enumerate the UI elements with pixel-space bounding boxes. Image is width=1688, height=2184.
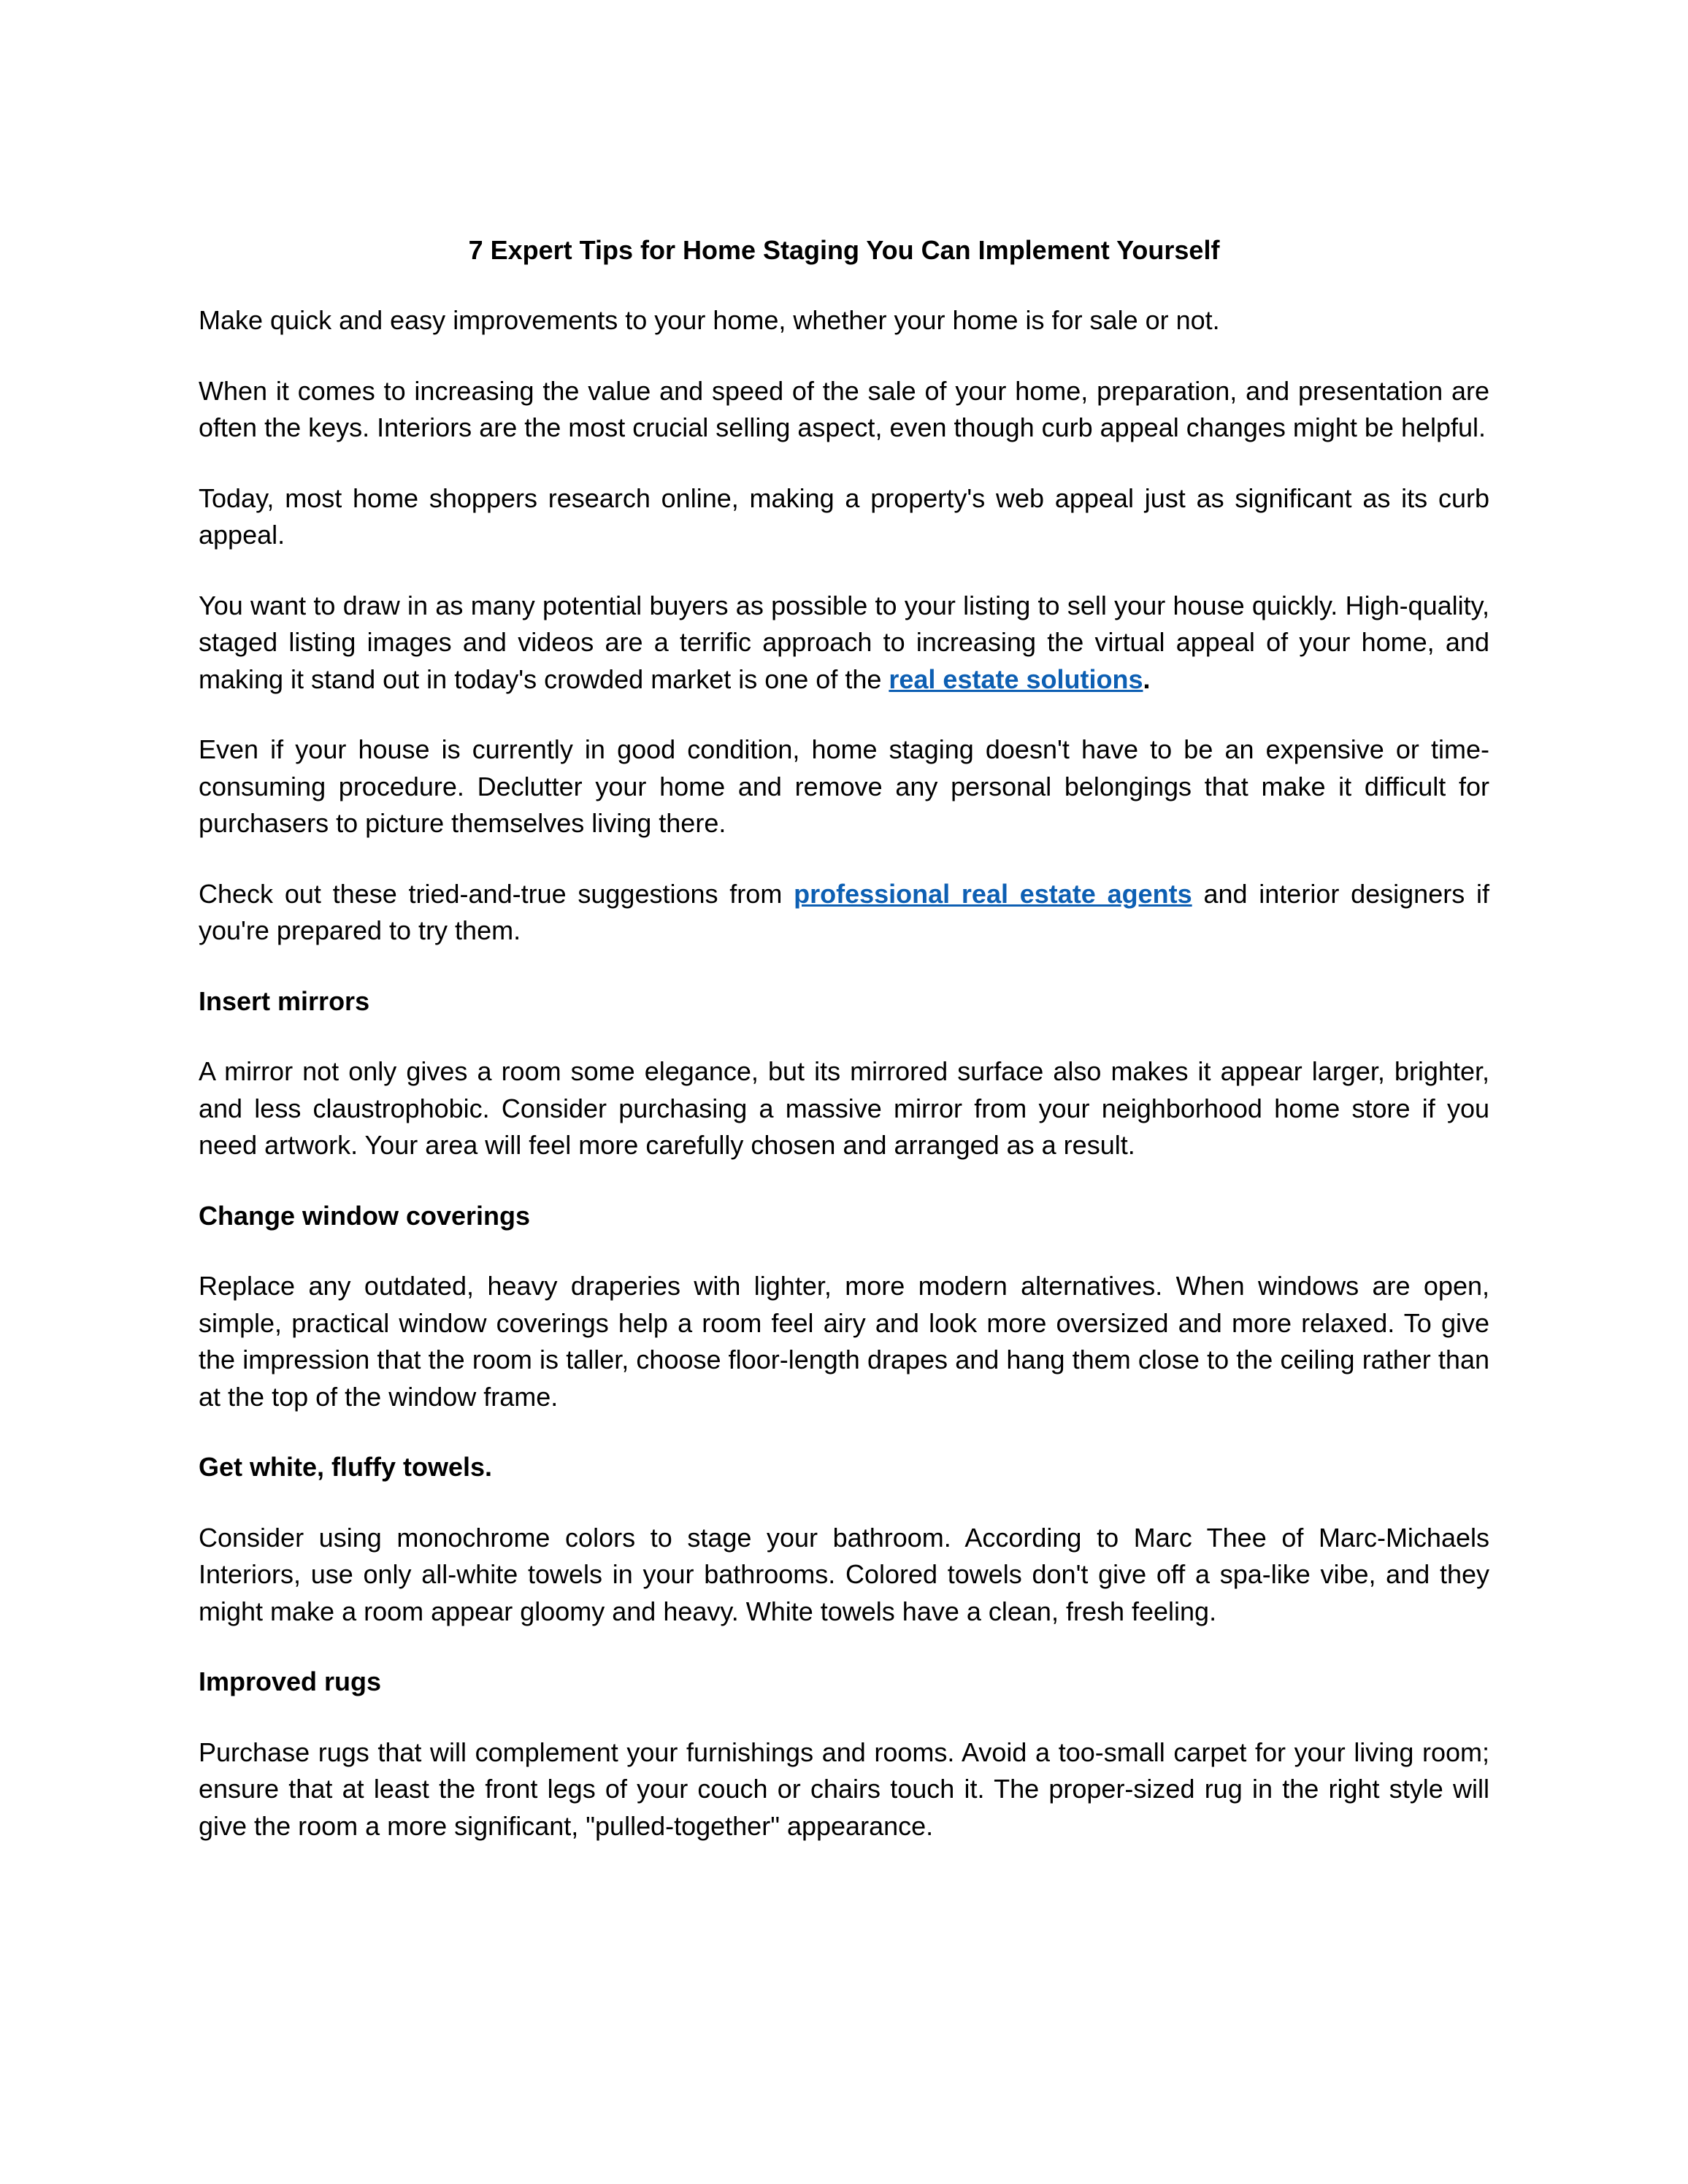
paragraph-suggestions <box>199 876 1489 950</box>
section-heading-towels: Get white, fluffy towels. <box>199 1452 493 1482</box>
real-estate-solutions-link[interactable]: real estate solutions <box>889 664 1143 694</box>
paragraph-staging-cost: Even if your house is currently in good condition, home staging doesn't have to be an expensive or time-consuming procedure. Declutter your home and remove any personal belongings that make it difficult for purchasers to picture themselves living there. <box>199 734 1489 838</box>
section-heading-rugs: Improved rugs <box>199 1666 382 1696</box>
document-page <box>199 232 1489 1878</box>
section-heading-mirrors: Insert mirrors <box>199 985 370 1016</box>
paragraph-suggestions-end: and interior designers if you're prepared to try them. <box>199 878 1489 945</box>
intro-paragraph: Make quick and easy improvements to your home, whether your home is for sale or not. <box>199 305 1220 335</box>
professional-agents-link[interactable]: professional real estate agents <box>794 878 1192 909</box>
section-body-towels: Consider using monochrome colors to stage your bathroom. According to Marc Thee of Marc-Michaels Interiors, use only all-white towels in your bathrooms. Colored towels don't give off a spa-like vibe, and they might make a room appear gloomy and heavy. White towels have a clean, fresh feeling. <box>199 1522 1489 1626</box>
paragraph-buyers-end: . <box>1143 664 1151 694</box>
section-heading-window-coverings: Change window coverings <box>199 1200 531 1231</box>
paragraph-buyers <box>199 588 1489 699</box>
section-body-mirrors: A mirror not only gives a room some elegance, but its mirrored surface also makes it appear larger, brighter, and less claustrophobic. Consider purchasing a massive mirror from your neighborhood home store if you need artwork. Your area will feel more carefully chosen and arranged as a result. <box>199 1056 1489 1160</box>
section-body-rugs: Purchase rugs that will complement your furnishings and rooms. Avoid a too-small carpet for your living room; ensure that at least the front legs of your couch or chairs touch it. The proper-sized rug in the right style will give the room a more significant, "pulled-together" appearance. <box>199 1737 1489 1841</box>
paragraph-suggestions-text: Check out these tried-and-true suggestions from <box>199 878 794 909</box>
document-title: 7 Expert Tips for Home Staging You Can Implement Yourself <box>468 235 1220 265</box>
section-body-window-coverings: Replace any outdated, heavy draperies with lighter, more modern alternatives. When windows are open, simple, practical window coverings help a room feel airy and look more oversized and more relaxed. To give the impression that the room is taller, choose floor-length drapes and hang them close to the ceiling rather than at the top of the window frame. <box>199 1271 1489 1412</box>
paragraph-buyers-text: You want to draw in as many potential buyers as possible to your listing to sell your house quickly. High-quality, staged listing images and videos are a terrific approach to increasing the virtual appeal of your home, and making it stand out in today's crowded market is one of the <box>199 590 1489 694</box>
paragraph-web-appeal: Today, most home shoppers research online, making a property's web appeal just as significant as its curb appeal. <box>199 482 1489 550</box>
paragraph-value-speed: When it comes to increasing the value and speed of the sale of your home, preparation, and presentation are often the keys. Interiors are the most crucial selling aspect, even though curb appeal changes might be helpful. <box>199 375 1489 442</box>
